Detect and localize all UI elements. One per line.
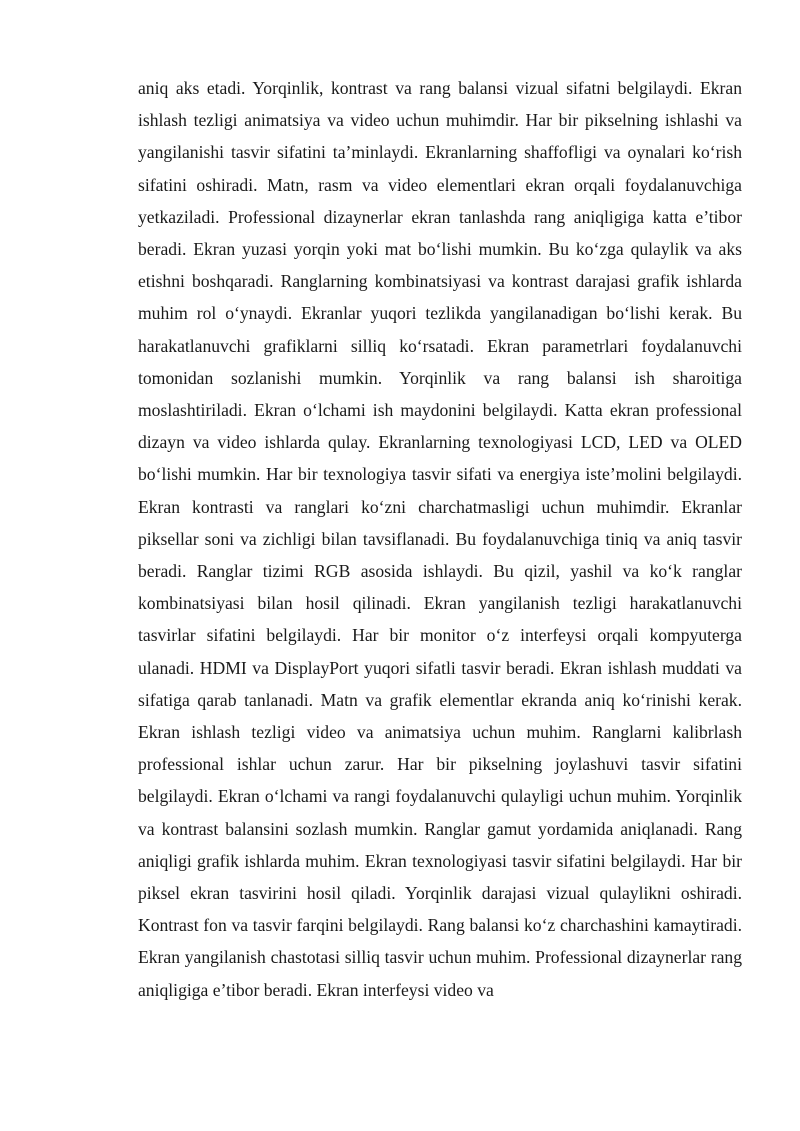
body-paragraph: aniq aks etadi. Yorqinlik, kontrast va rang balansi vizual sifatni belgilaydi. Ekran ishlash tezligi animatsiya va video uchun muhimdir. Har bir pikselning ishlashi va yangilanishi tasvir sifatini ta’minlaydi. Ekranlarning shaffofligi va oynalari ko‘rish sifatini oshiradi. Matn, rasm va video elementlari ekran orqali foydalanuvchiga yetkaziladi. Professional dizaynerlar ekran tanlashda rang aniqligiga katta e’tibor beradi. Ekran yuzasi yorqin yoki mat bo‘lishi mumkin. Bu ko‘zga qulaylik va aks etishni boshqaradi. Ranglarning kombinatsiyasi va kontrast darajasi grafik ishlarda muhim rol o‘ynaydi. Ekranlar yuqori tezlikda yangilanadigan bo‘lishi kerak. Bu harakatlanuvchi grafiklarni silliq ko‘rsatadi. Ekran parametrlari foydalanuvchi tomonidan sozlanishi mumkin. Yorqinlik va rang balansi ish sharoitiga moslashtiriladi. Ekran o‘lchami ish maydonini belgilaydi. Katta ekran professional dizayn va video ishlarda qulay. Ekranlarning texnologiyasi LCD, LED va OLED bo‘lishi mumkin. Har bir texnologiya tasvir sifati va energiya iste’molini belgilaydi. Ekran kontrasti va ranglari ko‘zni charchatmasligi uchun muhimdir. Ekranlar piksellar soni va zichligi bilan tavsiflanadi. Bu foydalanuvchiga tiniq va aniq tasvir beradi. Ranglar tizimi RGB asosida ishlaydi. Bu qizil, yashil va ko‘k ranglar kombinatsiyasi bilan hosil qilinadi. Ekran yangilanish tezligi harakatlanuvchi tasvirlar sifatini belgilaydi. Har bir monitor o‘z interfeysi orqali kompyuterga ulanadi. HDMI va DisplayPort yuqori sifatli tasvir beradi. Ekran ishlash muddati va sifatiga qarab tanlanadi. Matn va grafik elementlar ekranda aniq ko‘rinishi kerak. Ekran ishlash tezligi video va animatsiya uchun muhim. Ranglarni kalibrlash professional ishlar uchun zarur. Har bir pikselning joylashuvi tasvir sifatini belgilaydi. Ekran o‘lchami va rangi foydalanuvchi qulayligi uchun muhim. Yorqinlik va kontrast balansini sozlash mumkin. Ranglar gamut yordamida aniqlanadi. Rang aniqligi grafik ishlarda muhim. Ekran texnologiyasi tasvir sifatini belgilaydi. Har bir piksel ekran tasvirini hosil qiladi. Yorqinlik darajasi vizual qulaylikni oshiradi. Kontrast fon va tasvir farqini belgilaydi. Rang balansi ko‘z charchashini kamaytiradi. Ekran yangilanish chastotasi silliq tasvir uchun muhim. Professional dizaynerlar rang aniqligiga e’tibor beradi. Ekran interfeysi video va [138, 78, 742, 1000]
